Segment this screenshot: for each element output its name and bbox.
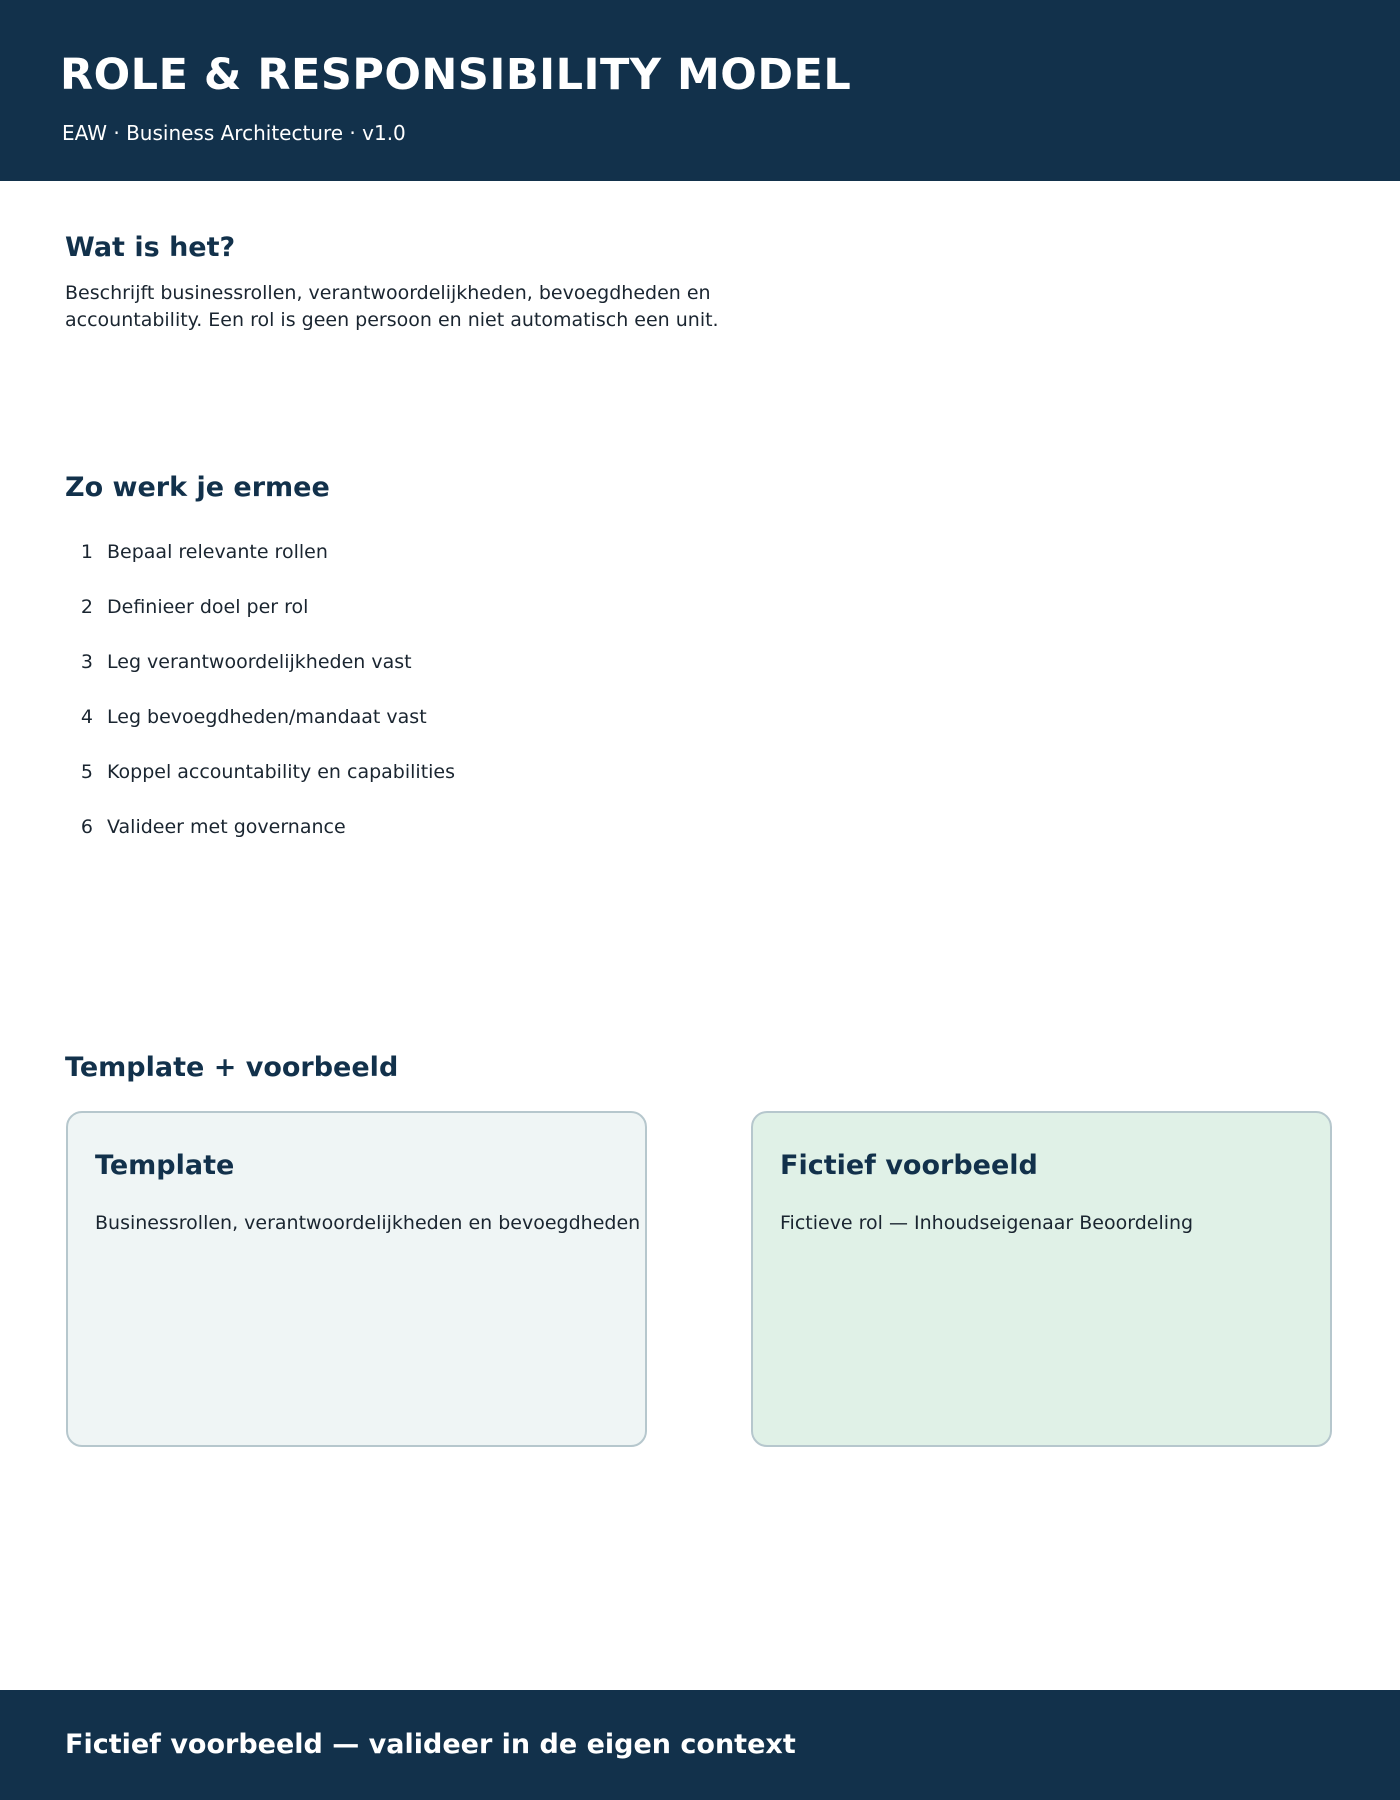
- intro-paragraph: Beschrijft businessrollen, verantwoordelijkheden, bevoegdheden en accountability. Een rol is geen persoon en niet automatisch een unit.: [65, 282, 719, 331]
- step-item: [65, 634, 455, 689]
- step-label: Leg verantwoordelijkheden vast: [107, 650, 412, 673]
- step-number: 6: [80, 815, 93, 838]
- step-number: 3: [80, 650, 93, 673]
- step-label: Bepaal relevante rollen: [107, 540, 328, 563]
- step-number: 1: [80, 540, 93, 563]
- example-card: [751, 1111, 1332, 1447]
- step-item: [65, 799, 455, 854]
- section-heading-intro: Wat is het?: [65, 232, 236, 263]
- step-number: 5: [80, 760, 93, 783]
- footer-banner: [0, 1690, 1400, 1800]
- header-banner: [0, 0, 1400, 181]
- template-card: [66, 1111, 647, 1447]
- page-title: ROLE & RESPONSIBILITY MODEL: [60, 50, 852, 100]
- page-subtitle: EAW · Business Architecture · v1.0: [62, 121, 406, 145]
- example-card-title: Fictief voorbeeld: [780, 1150, 1038, 1181]
- section-heading-howto: Zo werk je ermee: [65, 472, 330, 503]
- section-heading-template: Template + voorbeeld: [65, 1052, 399, 1083]
- step-item: [65, 524, 455, 579]
- step-item: [65, 689, 455, 744]
- footer-text: Fictief voorbeeld — valideer in de eigen context: [65, 1729, 796, 1760]
- template-card-body: Businessrollen, verantwoordelijkheden en bevoegdheden: [95, 1212, 641, 1234]
- step-number: 4: [80, 705, 93, 728]
- step-item: [65, 744, 455, 799]
- step-label: Leg bevoegdheden/mandaat vast: [107, 705, 427, 728]
- steps-list: [65, 524, 455, 854]
- step-number: 2: [80, 595, 93, 618]
- step-label: Valideer met governance: [107, 815, 346, 838]
- step-item: [65, 579, 455, 634]
- step-label: Koppel accountability en capabilities: [107, 760, 456, 783]
- example-card-body: Fictieve rol — Inhoudseigenaar Beoordeling: [780, 1212, 1194, 1234]
- step-label: Definieer doel per rol: [107, 595, 309, 618]
- template-card-title: Template: [95, 1150, 235, 1181]
